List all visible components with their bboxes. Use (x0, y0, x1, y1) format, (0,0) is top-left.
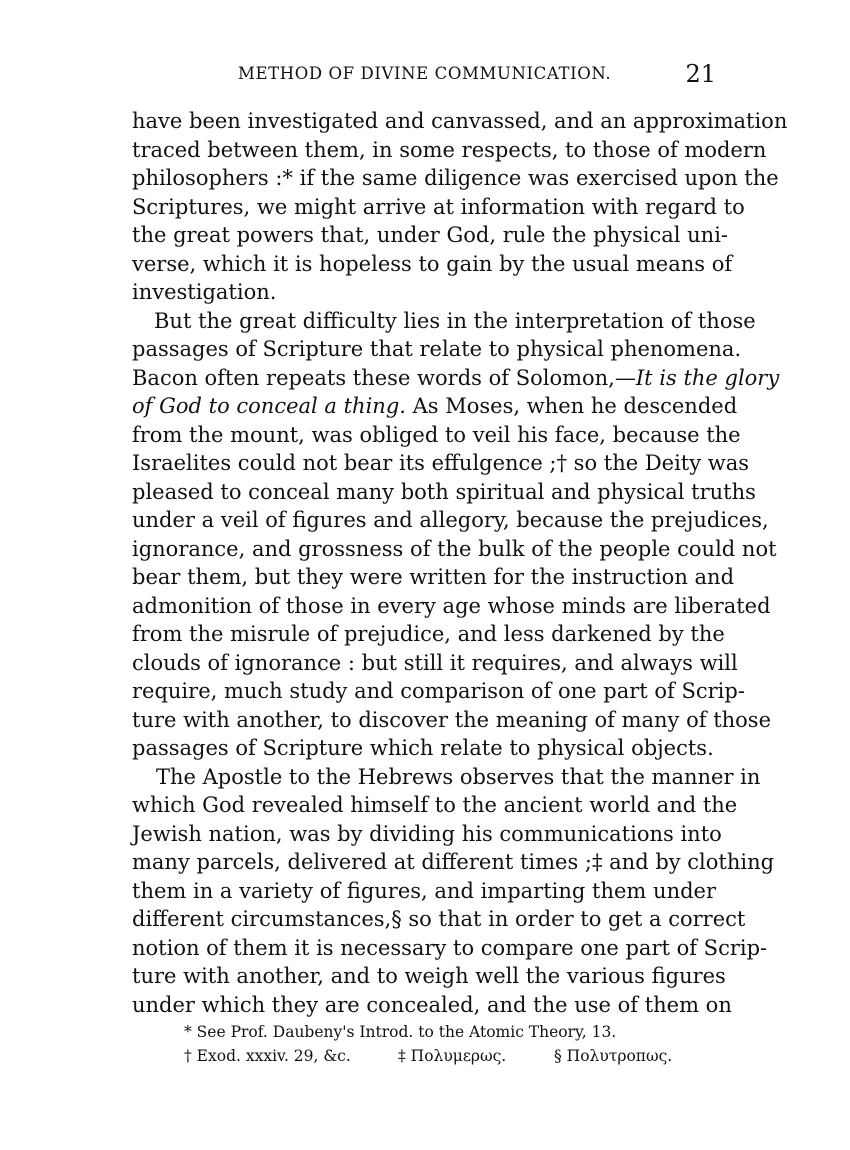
footnote-dagger: † Exod. xxxiv. 29, &c. (184, 1047, 351, 1065)
text-line: different circumstances,§ so that in order to get a correct (132, 907, 746, 931)
text-line: verse, which it is hopeless to gain by the usual means of (132, 251, 733, 276)
text-run: Bacon often repeats these words of Solomon,— (132, 365, 636, 390)
text-line: traced between them, in some respects, to those of modern (132, 137, 767, 162)
text-line: bear them, but they were written for the instruction and (132, 565, 735, 589)
text-line: many parcels, delivered at different times ;‡ and by clothing (132, 850, 775, 874)
text-line: which God revealed himself to the ancient world and the (132, 793, 738, 817)
text-line (132, 364, 780, 393)
body-text (132, 107, 788, 1019)
text-line: them in a variety of figures, and imparting them under (132, 878, 716, 903)
paragraph-1 (132, 107, 788, 307)
text-line: admonition of those in every age whose minds are liberated (132, 593, 771, 618)
text-line: from the mount, was obliged to veil his face, because the (132, 422, 741, 447)
text-line: ture with another, and to weigh well the various figures (132, 964, 726, 988)
text-line: pleased to conceal many both spiritual and physical truths (132, 479, 756, 504)
footnote-double-dagger: ‡ Πολυμερως. (398, 1047, 507, 1065)
text-line: Scriptures, we might arrive at information with regard to (132, 194, 745, 219)
text-line: Israelites could not bear its effulgence ;† so the Deity was (132, 451, 750, 475)
text-line: ture with another, to discover the meaning of many of those (132, 707, 772, 732)
text-line: notion of them it is necessary to compare one part of Scrip- (132, 935, 768, 960)
text-line: require, much study and comparison of one part of Scrip- (132, 679, 745, 703)
footnote-section: § Πολυτροπως. (554, 1047, 673, 1065)
text-line: passages of Scripture that relate to physical phenomena. (132, 337, 742, 361)
text-line: under which they are concealed, and the use of them on (132, 992, 732, 1017)
text-line: But the great difficulty lies in the interpretation of those (154, 308, 756, 333)
footnote-row (184, 1044, 704, 1068)
text-line: under a veil of figures and allegory, because the prejudices, (132, 508, 769, 532)
italic-quote: of God to conceal a thing. (132, 394, 406, 418)
text-line (132, 392, 738, 421)
text-line: The Apostle to the Hebrews observes that the manner in (156, 764, 761, 789)
running-title: METHOD OF DIVINE COMMUNICATION. (238, 64, 612, 83)
text-line: have been investigated and canvassed, and an approximation (132, 109, 788, 133)
text-line: philosophers :* if the same diligence was exercised upon the (132, 166, 779, 190)
text-line: from the misrule of prejudice, and less darkened by the (132, 622, 725, 646)
text-line: the great powers that, under God, rule the physical uni- (132, 223, 729, 247)
running-head (132, 60, 716, 90)
text-line: clouds of ignorance : but still it requires, and always will (132, 650, 738, 675)
text-line: ignorance, and grossness of the bulk of the people could not (132, 536, 777, 561)
text-line: passages of Scripture which relate to physical objects. (132, 736, 714, 760)
footnotes (184, 1020, 704, 1068)
text-line: Jewish nation, was by dividing his communications into (132, 821, 722, 846)
footnote-star: * See Prof. Daubeny's Introd. to the Atomic Theory, 13. (184, 1023, 617, 1041)
italic-quote: It is the glory (635, 365, 780, 390)
paragraph-3 (132, 763, 775, 1020)
page-number: 21 (685, 60, 716, 88)
text-run: As Moses, when he descended (405, 394, 738, 418)
paragraph-2 (132, 307, 780, 763)
text-line: investigation. (132, 280, 277, 304)
